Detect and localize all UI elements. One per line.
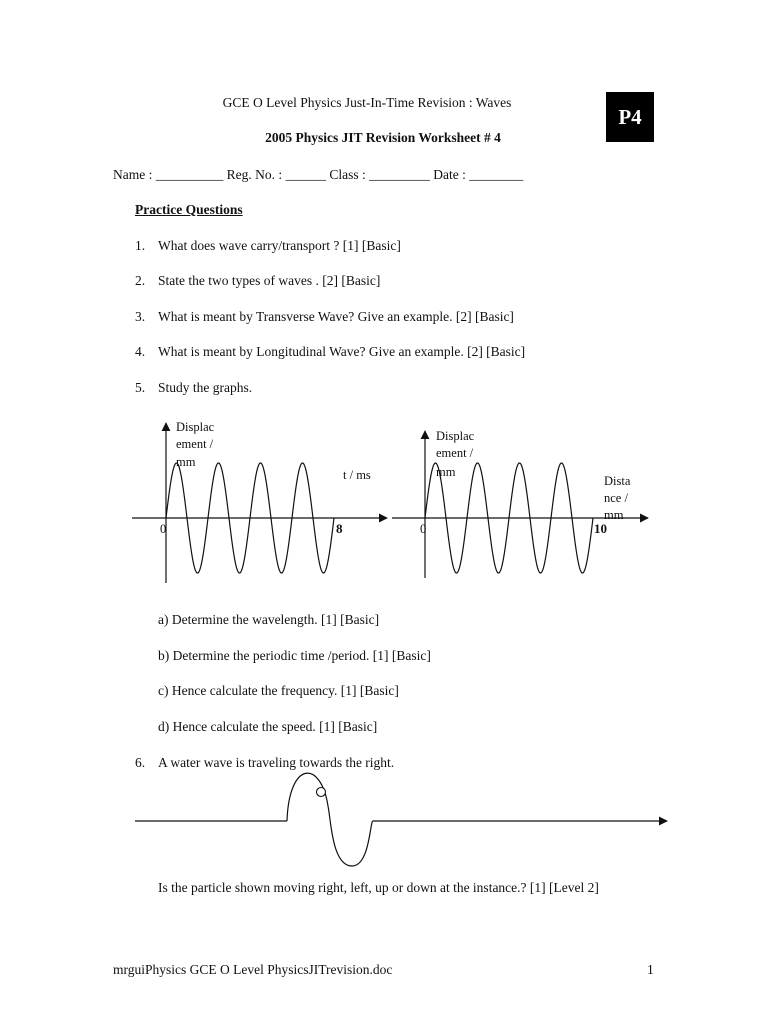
- displacement-distance-graph: [392, 429, 648, 578]
- displacement-time-graph: [132, 420, 387, 583]
- left-ylabel-line: Displac: [176, 420, 215, 434]
- subquestion-a: a) Determine the wavelength. [1] [Basic]: [158, 612, 380, 627]
- right-xlabel-line: mm: [604, 508, 624, 522]
- right-origin-label: 0: [420, 522, 427, 536]
- question-number: 6.: [135, 755, 146, 770]
- section-heading: Practice Questions: [135, 202, 243, 217]
- subquestion-c: c) Hence calculate the frequency. [1] [Basic]: [158, 683, 399, 698]
- right-ylabel-line: Displac: [436, 429, 475, 443]
- right-ylabel-line: ement /: [436, 446, 474, 460]
- question-text: What is meant by Transverse Wave? Give an example. [2] [Basic]: [158, 309, 514, 324]
- right-ylabel-line: mm: [436, 465, 456, 479]
- water-wave-pulse: [287, 773, 373, 866]
- question-number: 1.: [135, 238, 146, 253]
- footer-filename: mrguiPhysics GCE O Level PhysicsJITrevision.doc: [113, 962, 393, 977]
- left-origin-label: 0: [160, 522, 167, 536]
- left-ylabel-line: ement /: [176, 437, 214, 451]
- right-end-label: 10: [594, 521, 607, 536]
- worksheet-badge: P4: [606, 92, 654, 142]
- left-ylabel-line: mm: [176, 455, 196, 469]
- question-text: What does wave carry/transport ? [1] [Basic]: [158, 238, 401, 253]
- question-text: Study the graphs.: [158, 380, 253, 395]
- question-number: 3.: [135, 309, 146, 324]
- subquestion-b: b) Determine the periodic time /period. [1] [Basic]: [158, 648, 431, 663]
- question-number: 5.: [135, 380, 146, 395]
- worksheet-title: 2005 Physics JIT Revision Worksheet # 4: [265, 130, 501, 145]
- question-number: 2.: [135, 273, 146, 288]
- left-xlabel: t / ms: [343, 468, 371, 482]
- student-info-line: Name : __________ Reg. No. : ______ Class : _________ Date : ________: [113, 167, 524, 182]
- water-wave-diagram: [135, 773, 667, 866]
- left-end-label: 8: [336, 521, 343, 536]
- question-text: State the two types of waves . [2] [Basic]: [158, 273, 381, 288]
- question-6-followup: Is the particle shown moving right, left, up or down at the instance.? [1] [Level 2]: [158, 880, 599, 895]
- question-text: A water wave is traveling towards the right.: [158, 755, 395, 770]
- right-xlabel-line: Dista: [604, 474, 631, 488]
- water-particle: [317, 788, 326, 797]
- right-xlabel-line: nce /: [604, 491, 628, 505]
- question-text: What is meant by Longitudinal Wave? Give an example. [2] [Basic]: [158, 344, 526, 359]
- subquestion-d: d) Hence calculate the speed. [1] [Basic]: [158, 719, 378, 734]
- worksheet-subtitle: GCE O Level Physics Just-In-Time Revision : Waves: [222, 95, 512, 110]
- question-number: 4.: [135, 344, 146, 359]
- footer-page-number: 1: [647, 962, 654, 977]
